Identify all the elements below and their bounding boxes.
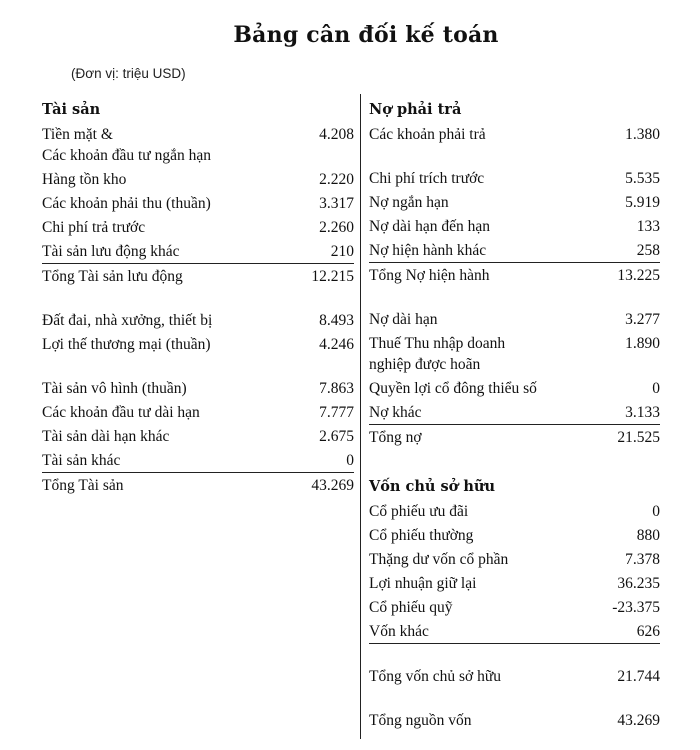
row-label: Tài sản lưu động khác bbox=[42, 243, 180, 260]
row-label: Vốn khác bbox=[369, 623, 429, 640]
row-value: 21.744 bbox=[617, 668, 660, 685]
row-label: Chi phí trích trước bbox=[369, 170, 485, 187]
row-value: 2.260 bbox=[319, 219, 354, 236]
row-label: Thặng dư vốn cổ phần bbox=[369, 551, 509, 568]
row-label: Tổng Tài sản lưu động bbox=[42, 268, 183, 285]
row-value: 258 bbox=[636, 242, 660, 259]
row-value: 36.235 bbox=[617, 575, 660, 592]
row-label: Lợi nhuận giữ lại bbox=[369, 575, 477, 592]
unit-note: (Đơn vị: triệu USD) bbox=[71, 66, 186, 81]
row-value: 7.777 bbox=[319, 404, 354, 421]
spacer bbox=[369, 688, 660, 708]
equity-row-common bbox=[369, 523, 660, 547]
liability-row-accrued bbox=[369, 166, 660, 190]
column-divider bbox=[360, 94, 361, 739]
asset-row-cash bbox=[42, 122, 354, 167]
row-label: Các khoản đầu tư dài hạn bbox=[42, 404, 200, 421]
total-capital-row bbox=[369, 708, 660, 732]
row-label: Lợi thế thương mại (thuần) bbox=[42, 336, 211, 353]
row-value: 133 bbox=[636, 218, 660, 235]
liability-row-long-term-debt bbox=[369, 307, 660, 331]
spacer bbox=[369, 449, 660, 475]
liability-row-other-current bbox=[369, 238, 660, 263]
row-value: 5.535 bbox=[625, 170, 660, 187]
row-value: 7.378 bbox=[625, 551, 660, 568]
row-value: 1.890 bbox=[625, 335, 660, 352]
asset-row-total bbox=[42, 473, 354, 497]
row-label: Tổng nguồn vốn bbox=[369, 712, 472, 729]
equity-row-total bbox=[369, 664, 660, 688]
row-value: 2.220 bbox=[319, 171, 354, 188]
row-value: 0 bbox=[346, 452, 354, 469]
row-label: Hàng tồn kho bbox=[42, 171, 127, 188]
row-value: 1.380 bbox=[625, 126, 660, 143]
row-label: Tài sản vô hình (thuần) bbox=[42, 380, 187, 397]
row-label: Nợ ngắn hạn bbox=[369, 194, 449, 211]
asset-row-ppe bbox=[42, 308, 354, 332]
liability-row-deferred-tax bbox=[369, 331, 660, 376]
row-label: Chi phí trả trước bbox=[42, 219, 146, 236]
liability-row-total bbox=[369, 425, 660, 449]
row-label: Cổ phiếu ưu đãi bbox=[369, 503, 469, 520]
asset-row-inventory bbox=[42, 167, 354, 191]
row-label: Quyền lợi cổ đông thiểu số bbox=[369, 380, 537, 397]
row-value: 8.493 bbox=[319, 312, 354, 329]
liability-row-minority-interest bbox=[369, 376, 660, 400]
assets-column bbox=[42, 98, 354, 497]
liability-row-payables bbox=[369, 122, 660, 146]
asset-row-other-current bbox=[42, 239, 354, 264]
document-title: Bảng cân đối kế toán bbox=[233, 22, 499, 48]
row-value: 13.225 bbox=[617, 267, 660, 284]
row-label: Các khoản phải thu (thuần) bbox=[42, 195, 211, 212]
row-value: 43.269 bbox=[311, 477, 354, 494]
spacer bbox=[369, 287, 660, 307]
row-label: Nợ khác bbox=[369, 404, 422, 421]
row-value: 626 bbox=[636, 623, 660, 640]
row-label: Đất đai, nhà xưởng, thiết bị bbox=[42, 312, 213, 329]
row-value: 2.675 bbox=[319, 428, 354, 445]
equity-row-apic bbox=[369, 547, 660, 571]
equity-row-retained-earnings bbox=[369, 571, 660, 595]
asset-row-total-current bbox=[42, 264, 354, 288]
row-label: Nợ hiện hành khác bbox=[369, 242, 487, 259]
row-label: Tổng nợ bbox=[369, 429, 422, 446]
assets-heading: Tài sản bbox=[42, 101, 101, 118]
equity-heading: Vốn chủ sở hữu bbox=[369, 478, 495, 495]
row-label: Cổ phiếu quỹ bbox=[369, 599, 453, 616]
row-value: 210 bbox=[330, 243, 354, 260]
row-value: 5.919 bbox=[625, 194, 660, 211]
spacer bbox=[42, 288, 354, 308]
liability-row-short-term-debt bbox=[369, 190, 660, 214]
spacer bbox=[369, 644, 660, 664]
row-label: Tài sản dài hạn khác bbox=[42, 428, 170, 445]
liabilities-heading: Nợ phải trả bbox=[369, 101, 462, 118]
spacer bbox=[369, 146, 660, 166]
row-label: Thuế Thu nhập doanh nghiệp được hoãn bbox=[369, 335, 506, 373]
row-value: 3.133 bbox=[625, 404, 660, 421]
spacer bbox=[42, 356, 354, 376]
row-value: 880 bbox=[636, 527, 660, 544]
equity-row-other bbox=[369, 619, 660, 644]
row-value: -23.375 bbox=[612, 599, 660, 616]
equity-row-treasury-stock bbox=[369, 595, 660, 619]
asset-row-goodwill bbox=[42, 332, 354, 356]
row-label: Tổng Tài sản bbox=[42, 477, 124, 494]
row-value: 7.863 bbox=[319, 380, 354, 397]
row-label: Cổ phiếu thường bbox=[369, 527, 474, 544]
row-label: Tổng Nợ hiện hành bbox=[369, 267, 490, 284]
asset-row-receivables bbox=[42, 191, 354, 215]
asset-row-intangibles bbox=[42, 376, 354, 400]
asset-row-other bbox=[42, 448, 354, 473]
liability-row-other bbox=[369, 400, 660, 425]
row-label: Nợ dài hạn đến hạn bbox=[369, 218, 490, 235]
liabilities-equity-column bbox=[369, 98, 660, 732]
row-label: Nợ dài hạn bbox=[369, 311, 438, 328]
row-value: 0 bbox=[652, 503, 660, 520]
row-label: Tiền mặt & Các khoản đầu tư ngắn hạn bbox=[42, 126, 211, 164]
liability-row-total-current bbox=[369, 263, 660, 287]
row-value: 4.208 bbox=[319, 126, 354, 143]
row-value: 3.277 bbox=[625, 311, 660, 328]
row-value: 3.317 bbox=[319, 195, 354, 212]
row-value: 0 bbox=[652, 380, 660, 397]
row-label: Tổng vốn chủ sở hữu bbox=[369, 668, 501, 685]
liability-row-current-ltd bbox=[369, 214, 660, 238]
asset-row-prepaid bbox=[42, 215, 354, 239]
asset-row-other-long-term bbox=[42, 424, 354, 448]
row-value: 43.269 bbox=[617, 712, 660, 729]
row-label: Các khoản phải trả bbox=[369, 126, 486, 143]
row-value: 21.525 bbox=[617, 429, 660, 446]
row-label: Tài sản khác bbox=[42, 452, 121, 469]
equity-row-preferred bbox=[369, 499, 660, 523]
row-value: 4.246 bbox=[319, 336, 354, 353]
asset-row-long-term-investments bbox=[42, 400, 354, 424]
row-value: 12.215 bbox=[311, 268, 354, 285]
